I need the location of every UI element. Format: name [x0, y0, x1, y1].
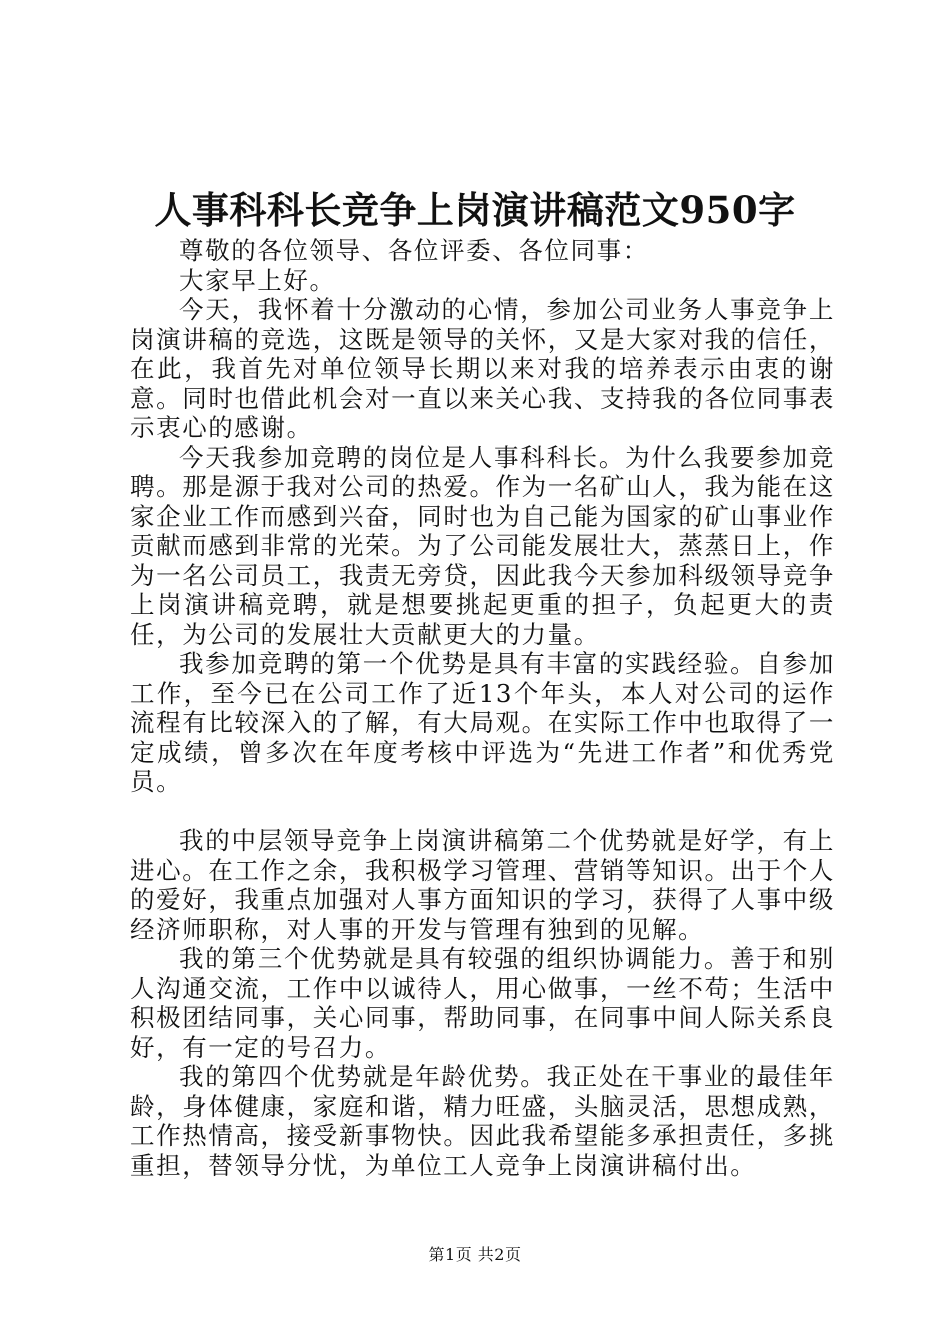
paragraph-advantage-2: 我的中层领导竞争上岗演讲稿第二个优势就是好学，有上进心。在工作之余，我积极学习管理、营销等知识。出于个人的爱好，我重点加强对人事方面知识的学习，获得了人事中级经济师职称，对人事的开发与管理有独到的见解。 — [130, 826, 835, 944]
salutation: 尊敬的各位领导、各位评委、各位同事： — [179, 236, 649, 265]
paragraph-intro: 今天，我怀着十分激动的心情，参加公司业务人事竞争上岗演讲稿的竞选，这既是领导的关怀，又是大家对我的信任，在此，我首先对单位领导长期以来对我的培养表示由衷的谢意。同时也借此机会对一直以来关心我、支持我的各位同事表示衷心的感谢。 — [130, 295, 835, 442]
paragraph-advantage-3: 我的第三个优势就是具有较强的组织协调能力。善于和别人沟通交流，工作中以诚待人，用心做事，一丝不苟；生活中积极团结同事，关心同事，帮助同事，在同事中间人际关系良好，有一定的号召力。 — [130, 944, 835, 1062]
paragraph-advantage-4: 我的第四个优势就是年龄优势。我正处在干事业的最佳年龄，身体健康，家庭和谐，精力旺盛，头脑灵活，思想成熟，工作热情高，接受新事物快。因此我希望能多承担责任，多挑重担，替领导分忧，为单位工人竞争上岗演讲稿付出。 — [130, 1062, 835, 1180]
document-title: 人事科科长竞争上岗演讲稿范文950字 — [154, 188, 796, 232]
page-number-footer: 第1页 共2页 — [428, 1245, 522, 1264]
paragraph-position: 今天我参加竞聘的岗位是人事科科长。为什么我要参加竞聘。那是源于我对公司的热爱。作为一名矿山人，我为能在这家企业工作而感到兴奋，同时也为自己能为国家的矿山事业作贡献而感到非常的光荣。为了公司能发展壮大，蒸蒸日上，作为一名公司员工，我责无旁贷，因此我今天参加科级领导竞争上岗演讲稿竞聘，就是想要挑起更重的担子，负起更大的责任，为公司的发展壮大贡献更大的力量。 — [130, 442, 835, 649]
document-body — [130, 236, 835, 1180]
paragraph-advantage-1: 我参加竞聘的第一个优势是具有丰富的实践经验。自参加工作，至今已在公司工作了近13个年头，本人对公司的运作流程有比较深入的了解，有大局观。在实际工作中也取得了一定成绩，曾多次在年度考核中评选为“先进工作者”和优秀党员。 — [130, 649, 835, 796]
greeting: 大家早上好。 — [179, 265, 336, 295]
